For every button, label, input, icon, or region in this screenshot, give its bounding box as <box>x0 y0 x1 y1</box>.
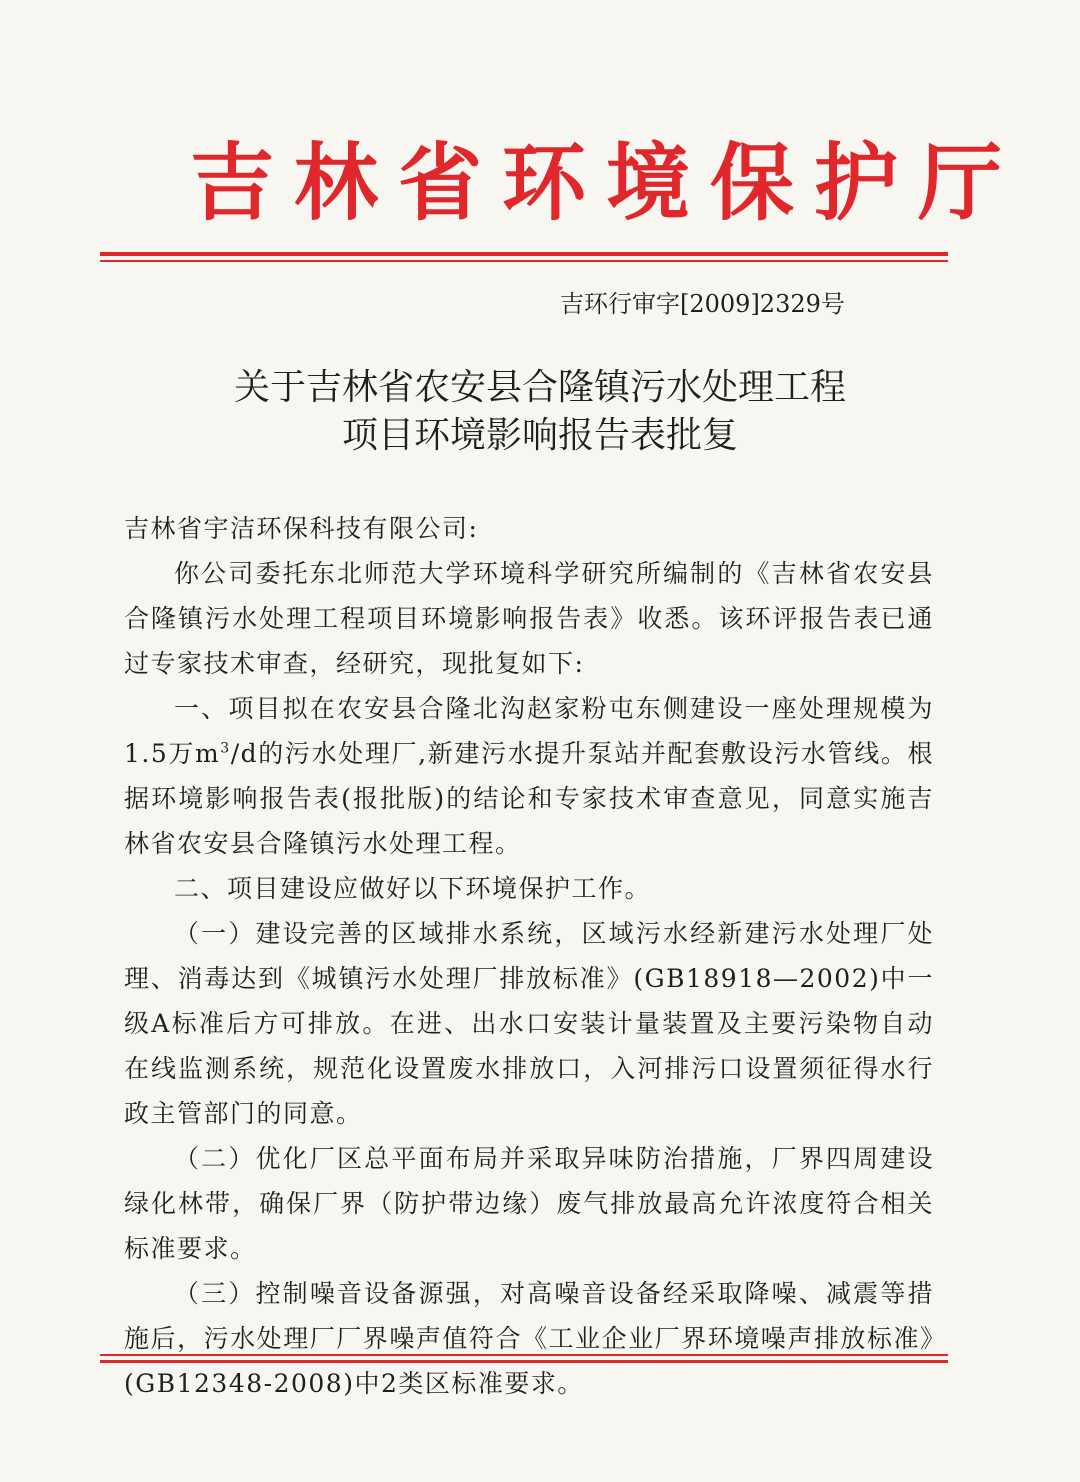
letterhead-red-rule-thin <box>100 260 948 262</box>
document-body <box>124 506 934 1406</box>
paragraph-subitem-2: （二）优化厂区总平面布局并采取异味防治措施，厂界四周建设绿化林带，确保厂界（防护带边缘）废气排放最高允许浓度符合相关标准要求。 <box>124 1144 934 1263</box>
paragraph-item-1 <box>124 686 934 866</box>
superscript-3: 3 <box>220 740 231 757</box>
paragraph-item-1-text-a: 一、项目拟在农安县合隆北沟赵家粉屯东侧建设一座处理规模为1.5万m <box>124 694 934 768</box>
document-number: 吉环行审字[2009]2329号 <box>560 290 845 318</box>
paragraph-item-1-text-b: /d的污水处理厂,新建污水提升泵站并配套敷设污水管线。根据环境影响报告表(报批版)的结论和专家技术审查意见，同意实施吉林省农安县合隆镇污水处理工程。 <box>124 739 934 858</box>
paragraph-receipt: 你公司委托东北师范大学环境科学研究所编制的《吉林省农安县合隆镇污水处理工程项目环境影响报告表》收悉。该环评报告表已通过专家技术审查，经研究，现批复如下: <box>124 559 934 678</box>
salutation: 吉林省宇洁环保科技有限公司: <box>124 514 479 543</box>
paragraph-item-2: 二、项目建设应做好以下环境保护工作。 <box>174 874 652 903</box>
document-title-line-2: 项目环境影响报告表批复 <box>341 415 738 456</box>
footer-red-rule-thin <box>100 1354 948 1356</box>
document-title-line-1: 关于吉林省农安县合隆镇污水处理工程 <box>233 367 846 408</box>
letterhead-red-rule-thick <box>100 252 948 256</box>
letterhead-agency-name: 吉林省环境保护厅 <box>190 133 1023 232</box>
paragraph-subitem-3: （三）控制噪音设备源强，对高噪音设备经采取降噪、减震等措施后，污水处理厂厂界噪声值符合《工业企业厂界环境噪声排放标准》(GB12348-2008)中2类区标准要求。 <box>124 1279 934 1398</box>
paragraph-subitem-1: （一）建设完善的区域排水系统，区域污水经新建污水处理厂处理、消毒达到《城镇污水处理厂排放标准》(GB18918—2002)中一级A标准后方可排放。在进、出水口安装计量装置及主要污染物自动在线监测系统，规范化设置废水排放口，入河排污口设置须征得水行政主管部门的同意。 <box>124 919 934 1128</box>
document-title <box>140 364 940 460</box>
footer-red-rule-thick <box>100 1360 948 1363</box>
